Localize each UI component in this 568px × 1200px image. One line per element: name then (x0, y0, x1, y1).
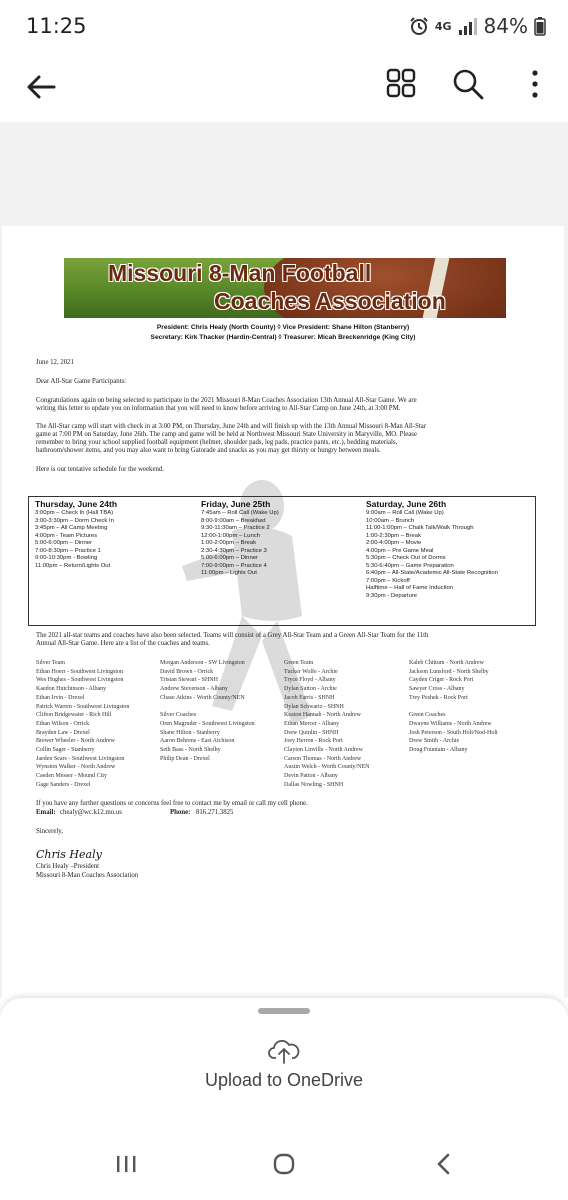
letter-date: June 12, 2021 (36, 359, 74, 366)
schedule-item: 9:00am – Roll Call (Wake Up) (366, 510, 444, 516)
banner-title-line2: Coaches Association (214, 288, 446, 314)
team-entry: Joey Herron - Rock Port (284, 738, 343, 745)
team-entry: Doug Fountain - Albany (409, 747, 468, 754)
schedule-table (28, 496, 536, 626)
schedule-item: 9:00-10:30pm - Bowling (35, 555, 98, 561)
signature: Chris Healy (36, 848, 102, 861)
schedule-item: 8:00-9:00am – Breakfast (201, 517, 266, 524)
team-entry: Collin Sager - Stanberry (36, 747, 95, 754)
team-entry: Clayton Linville - North Andrew (284, 747, 363, 754)
officers-line-2: Secretary: Kirk Thacker (Hardin-Central) ◊ Treasurer: Micah Breckenridge (King City) (150, 334, 416, 341)
letter-greeting: Dear All-Star Game Participants: (36, 378, 127, 385)
team-entry: Brewer Wheeler - North Andrew (36, 738, 115, 745)
paragraph-2-line-2: game at 7:00 PM on Saturday, June 26th. The camp and game will be held at Northwest Missouri State University in Maryville, MO. Please (36, 431, 417, 438)
schedule-item: 1:00-2:00pm – Break (201, 540, 257, 546)
schedule-item: 9:30-11:30am – Practice 2 (201, 525, 270, 531)
paragraph-1-line-1: Congratulations again on being selected to participate in the 2021 Missouri 8-Man Coaches Association 13th Annual All-Star Game. We are (36, 397, 417, 404)
phone-value[interactable]: 816.271.3825 (196, 809, 234, 816)
thursday-column (35, 499, 117, 570)
team-entry (160, 703, 255, 712)
network-type: 4G (434, 19, 452, 33)
more-options-icon[interactable] (528, 68, 542, 100)
schedule-item: 7:00-8:30pm – Practice 1 (35, 547, 101, 554)
schedule-item: 3:45pm – All Camp Meeting (35, 525, 108, 531)
saturday-column (366, 499, 498, 600)
team-entry: Trey Peshek - Rock Port (409, 694, 468, 701)
team-entry: Ethan Hoerr - Southwest Livingston (36, 668, 123, 675)
battery-percent: 84% (483, 14, 528, 38)
paragraph-2-line-4: bathroom/shower items, and you may also want to bring Gatorade and snacks as you may get thirsty or hungry between meals. (36, 447, 381, 454)
schedule-item: 9:30pm - Departure (366, 592, 418, 599)
schedule-item: 11:00pm – Lights Out (201, 570, 257, 576)
team-entry: Sawyer Cross - Albany (409, 686, 465, 693)
paragraph-2-line-1: The All-Star camp will start with check in at 3:00 PM, on Thursday, June 24th and will finish up with the 13th Annual Missouri 8-Man All-Star (36, 423, 427, 430)
team-entry: Josh Peterson - South Holt/Nod-Holt (409, 729, 498, 736)
green-team-list-continued (409, 659, 498, 755)
team-entry: Aaron Behrens - East Atchison (160, 738, 235, 745)
grid-view-icon[interactable] (386, 68, 416, 98)
sincerely-text: Sincerely, (36, 828, 63, 835)
team-entry: Austin Welch - Worth County/NEN (284, 764, 370, 771)
team-entry: Kaedon Hutchinson - Albany (36, 686, 107, 693)
team-entry (409, 703, 498, 712)
schedule-item: 3:00-3:30pm – Dorm Check In (35, 517, 114, 524)
friday-header: Friday, June 25th (201, 499, 271, 509)
team-entry: Chase Atkins - Worth County/NEN (160, 694, 245, 701)
schedule-intro: Here is our tentative schedule for the weekend. (36, 466, 164, 473)
team-entry: Silver Team (36, 660, 65, 666)
team-entry: Ethan Mercer - Albany (284, 720, 340, 727)
schedule-item: 11:00-1:00pm – Chalk Talk/Walk Through (366, 525, 474, 531)
status-bar (0, 0, 568, 56)
contact-text: If you have any further questions or concerns feel free to contact me by email or call my cell phone. (36, 800, 308, 807)
schedule-item: 2:00-4:00pm – Movie (366, 540, 422, 546)
schedule-item: 6:40pm – All-State/Academic All-State Recognition (366, 570, 498, 576)
schedule-item: 1:00-2:30pm – Break (366, 532, 422, 539)
paragraph-1-line-2: writing this letter to update you on information that you will need to know before arriving to All-Star Camp on June 24th, at 3:00 PM. (36, 405, 401, 412)
saturday-header: Saturday, June 26th (366, 499, 447, 509)
status-time: 11:25 (26, 14, 87, 38)
schedule-item: 3:00pm – Check In (Hall TBA) (35, 510, 114, 516)
app-bar (0, 56, 568, 122)
team-entry: Drew Smith - Archie (409, 738, 460, 745)
email-label: Email: (36, 809, 56, 816)
back-arrow-icon[interactable] (24, 70, 58, 104)
document-page (2, 226, 564, 1074)
cloud-upload-icon[interactable] (268, 1038, 300, 1064)
green-team-list (284, 659, 369, 790)
phone-label: Phone: (170, 809, 191, 816)
silver-team-list (36, 659, 129, 790)
banner-title-line1: Missouri 8-Man Football (108, 260, 372, 286)
team-entry: Drew Quinlin - SHNH (284, 729, 339, 736)
signer-name: Chris Healy –President (36, 863, 100, 870)
team-entry: Tucker Wolfe - Archie (284, 668, 338, 675)
team-entry: Dylan Schwartz - SHNH (284, 703, 344, 710)
team-entry: Philip Dean - Drexel (160, 755, 210, 762)
status-icons (409, 14, 546, 38)
team-entry: Ethan Irvin - Drexel (36, 694, 85, 701)
team-entry: Morgan Anderson - SW Livingston (160, 660, 245, 666)
home-icon[interactable] (272, 1152, 296, 1176)
team-entry: Tryce Floyd - Albany (284, 677, 336, 684)
sheet-drag-handle[interactable] (258, 1008, 310, 1014)
team-entry: David Brown - Orrick (160, 668, 214, 675)
team-entry: Brayden Law - Drexel (36, 729, 90, 736)
team-entry: Silver Coaches (160, 712, 197, 719)
team-entry: Patrick Warren - Southwest Livingston (36, 703, 130, 710)
navigation-bar (0, 1132, 568, 1200)
alarm-icon (409, 16, 429, 36)
team-entry: Caeden Messer - Mound City (36, 773, 107, 780)
team-entry: Jacob Farris - SHNH (284, 694, 335, 701)
paragraph-2-line-3: remember to bring your school supplied football equipment (helmet, shoulder pads, leg pads, practice pants, etc.), bedding materials, (36, 439, 398, 446)
teams-line-2: Annual All-Star Game. Here are a list of the coaches and teams. (36, 640, 210, 647)
battery-icon (534, 16, 546, 36)
schedule-item: Halftime – Hall of Fame Induction (366, 585, 454, 591)
thursday-header: Thursday, June 24th (35, 499, 118, 509)
team-entry: Clifton Bridgewater - Rich Hill (36, 712, 112, 719)
team-entry: Jaeden Sears - Southwest Livingston (36, 755, 125, 762)
team-entry: Andrew Stevenson - Albany (160, 686, 228, 693)
team-entry: Jackson Lunsford - North Shelby (409, 668, 489, 675)
schedule-item: 4:00pm – Pre Game Meal (366, 547, 434, 554)
document-viewer[interactable] (0, 122, 568, 998)
back-nav-icon[interactable] (432, 1152, 456, 1176)
teams-line-1: The 2021 all-star teams and coaches have also been selected. Teams will consist of a Grey All-Star Team and a Green All-Star Team for the 11th (36, 632, 429, 639)
friday-column (201, 499, 279, 578)
team-entry: Carson Thomas - North Andrew (284, 755, 362, 762)
team-entry: Shane Hilton - Stanberry (160, 729, 220, 736)
team-entry: Seth Bass - North Shelby (160, 747, 221, 754)
schedule-item: 5:30pm – Check Out of Dorms (366, 555, 446, 561)
team-entry: Ethan Wilson - Orrick (36, 720, 90, 727)
signer-organization: Missouri 8-Man Coaches Association (36, 872, 139, 879)
schedule-item: 7:45am – Roll Call (Wake Up) (201, 510, 279, 516)
schedule-item: 5:00-6:00pm – Dinner (35, 540, 92, 546)
team-entry: Green Team (284, 660, 314, 666)
team-entry: Green Coaches (409, 712, 446, 719)
silver-team-list-continued (160, 659, 255, 763)
team-entry: Kaleb Chittum - North Andrew (409, 660, 484, 666)
schedule-item: 12:00-1:00pm – Lunch (201, 532, 260, 539)
team-entry: Cayden Criger - Rock Port (409, 677, 474, 684)
officers-line-1: President: Chris Healy (North County) ◊ Vice President: Shane Hilton (Stanberry) (156, 324, 410, 331)
upload-sheet (0, 998, 568, 1132)
email-value[interactable]: chealy@wc.k12.mo.us (60, 809, 122, 816)
team-entry: Wes Hughes - Southwest Livingston (36, 677, 124, 684)
team-entry: Keaton Hannah - North Andrew (284, 712, 361, 719)
team-entry: Oren Magruder - Southwest Livingston (160, 720, 255, 727)
team-entry: Dylan Sutton - Archie (284, 686, 337, 693)
association-banner (64, 258, 506, 318)
schedule-item: 5:30-6:40pm – Game Preparation (366, 562, 454, 569)
schedule-item: 10:00am – Brunch (366, 517, 415, 524)
upload-onedrive-button[interactable]: Upload to OneDrive (204, 1070, 364, 1090)
schedule-item: 11:00pm – Return/Lights Out (35, 562, 111, 569)
team-entry: Devin Patton - Albany (284, 773, 338, 780)
search-icon[interactable] (452, 68, 484, 100)
team-entry: Dwayne Williams - North Andrew (409, 720, 492, 727)
schedule-item: 2:30-4:30pm – Practice 3 (201, 547, 267, 554)
team-entry: Dallas Nowling - SHNH (284, 781, 344, 788)
team-entry: Gage Sanders - Drexel (36, 781, 91, 788)
schedule-item: 4:00pm - Team Pictures (35, 532, 98, 539)
schedule-item: 7:00pm – Kickoff (366, 577, 410, 584)
recent-apps-icon[interactable] (114, 1152, 138, 1176)
schedule-item: 7:00-9:00pm – Practice 4 (201, 562, 267, 569)
schedule-item: 5:00-6:00pm – Dinner (201, 555, 258, 561)
team-entry: Tristan Stewart - SHNH (160, 677, 218, 684)
team-entry: Wynston Walker - North Andrew (36, 764, 116, 771)
signal-icon (458, 16, 478, 36)
